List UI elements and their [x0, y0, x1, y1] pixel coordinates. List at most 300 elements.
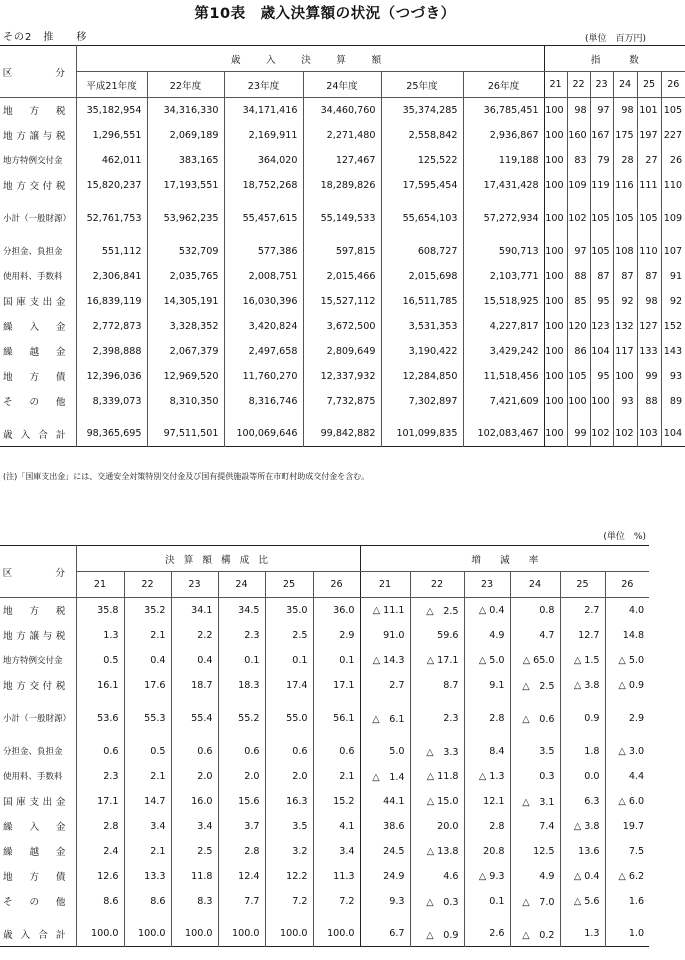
change-rate-cell: △ 13.8: [410, 839, 464, 864]
change-rate-cell: △ 6.1: [360, 706, 410, 731]
composition-cell: 3.7: [218, 814, 265, 839]
index-cell: 104: [590, 339, 613, 364]
composition-cell: 17.4: [265, 673, 313, 698]
index-cell: 108: [613, 239, 637, 264]
composition-cell: 0.4: [171, 648, 218, 673]
index-cell: 93: [613, 389, 637, 414]
change-rate-cell: △ 6.0: [605, 789, 649, 814]
spacer-cell: [410, 698, 464, 706]
index-cell: 175: [613, 123, 637, 148]
change-rate-cell: 3.5: [510, 739, 560, 764]
composition-cell: 2.8: [76, 814, 124, 839]
table-row: [0, 314, 685, 339]
spacer-cell: [605, 698, 649, 706]
index-cell: 116: [613, 173, 637, 198]
row-label: 国庫支出金: [3, 797, 66, 808]
composition-cell: 56.1: [313, 706, 360, 731]
composition-cell: 15.2: [313, 789, 360, 814]
composition-cell: 34.1: [171, 598, 218, 623]
amount-cell: 100,069,646: [224, 422, 303, 447]
row-label: 分担金、負担金: [3, 247, 63, 257]
amount-cell: 35,374,285: [381, 98, 463, 123]
year-header: 26: [605, 572, 649, 598]
index-cell: 97: [590, 98, 613, 123]
table1-unit: (単位 百万円): [584, 34, 646, 44]
year-header: 23: [464, 572, 510, 598]
amount-cell: 14,305,191: [147, 289, 224, 314]
composition-cell: 55.2: [218, 706, 265, 731]
index-cell: 103: [637, 422, 661, 447]
index-cell: 99: [567, 422, 590, 447]
spacer-cell: [360, 914, 410, 922]
index-year-header: 21: [544, 72, 567, 98]
spacer-cell: [567, 231, 590, 239]
change-rate-cell: 4.0: [605, 598, 649, 623]
amount-cell: 462,011: [76, 148, 147, 173]
composition-cell: 8.6: [76, 889, 124, 914]
composition-cell: 36.0: [313, 598, 360, 623]
index-year-header: 24: [613, 72, 637, 98]
amount-cell: 55,149,533: [303, 206, 381, 231]
change-rate-cell: 1.6: [605, 889, 649, 914]
index-cell: 79: [590, 148, 613, 173]
category-header: 区 分: [0, 46, 76, 98]
spacer-cell: [567, 414, 590, 422]
amount-cell: 608,727: [381, 239, 463, 264]
change-rate-cell: △ 14.3: [360, 648, 410, 673]
year-header: 24: [218, 572, 265, 598]
table-row: [0, 814, 649, 839]
composition-cell: 0.6: [313, 739, 360, 764]
spacer-cell: [0, 698, 76, 706]
row-label: 小計（一般財源）: [3, 214, 72, 224]
composition-cell: 7.7: [218, 889, 265, 914]
amount-cell: 18,752,268: [224, 173, 303, 198]
spacer-cell: [76, 231, 147, 239]
composition-cell: 0.6: [171, 739, 218, 764]
amount-cell: 18,289,826: [303, 173, 381, 198]
amount-cell: 3,672,500: [303, 314, 381, 339]
category-header: 区 分: [0, 546, 76, 598]
year-header: 26年度: [463, 72, 544, 98]
composition-cell: 16.3: [265, 789, 313, 814]
spacer-row: [0, 731, 649, 739]
composition-cell: 0.5: [76, 648, 124, 673]
change-rate-cell: 38.6: [360, 814, 410, 839]
amount-cell: 3,420,824: [224, 314, 303, 339]
change-rate-cell: 0.8: [510, 598, 560, 623]
change-rate-cell: 4.6: [410, 864, 464, 889]
amount-cell: 16,839,119: [76, 289, 147, 314]
amount-cell: 2,169,911: [224, 123, 303, 148]
row-label: 繰 入 金: [3, 322, 66, 333]
table-row: [0, 889, 649, 914]
index-cell: 91: [661, 264, 685, 289]
spacer-cell: [303, 198, 381, 206]
amount-cell: 364,020: [224, 148, 303, 173]
amount-cell: 16,511,785: [381, 289, 463, 314]
index-cell: 227: [661, 123, 685, 148]
amount-cell: 2,069,189: [147, 123, 224, 148]
spacer-cell: [613, 231, 637, 239]
change-rate-cell: △ 9.3: [464, 864, 510, 889]
index-cell: 100: [567, 389, 590, 414]
change-rate-cell: △ 1.5: [560, 648, 605, 673]
composition-cell: 2.0: [171, 764, 218, 789]
change-rate-cell: 8.4: [464, 739, 510, 764]
change-rate-cell: 13.6: [560, 839, 605, 864]
spacer-cell: [544, 198, 567, 206]
composition-cell: 2.0: [265, 764, 313, 789]
spacer-cell: [410, 731, 464, 739]
spacer-cell: [265, 698, 313, 706]
spacer-cell: [464, 731, 510, 739]
spacer-cell: [410, 914, 464, 922]
index-cell: 100: [544, 173, 567, 198]
amount-cell: 11,518,456: [463, 364, 544, 389]
composition-cell: 13.3: [124, 864, 171, 889]
composition-cell: 35.2: [124, 598, 171, 623]
amount-cell: 99,842,882: [303, 422, 381, 447]
amount-cell: 2,067,379: [147, 339, 224, 364]
amount-cell: 8,339,073: [76, 389, 147, 414]
composition-cell: 2.4: [76, 839, 124, 864]
index-cell: 133: [637, 339, 661, 364]
spacer-cell: [171, 914, 218, 922]
index-cell: 100: [544, 289, 567, 314]
amount-cell: 3,429,242: [463, 339, 544, 364]
composition-cell: 12.4: [218, 864, 265, 889]
row-label: 繰 越 金: [3, 847, 66, 858]
index-year-header: 23: [590, 72, 613, 98]
change-rate-cell: △ 11.8: [410, 764, 464, 789]
page-title: 第10表 歳入決算額の状況（つづき）: [194, 6, 456, 22]
composition-cell: 14.7: [124, 789, 171, 814]
index-cell: 97: [567, 239, 590, 264]
table2-unit: (単位 %): [603, 532, 646, 542]
amount-cell: 2,398,888: [76, 339, 147, 364]
spacer-cell: [76, 198, 147, 206]
spacer-cell: [0, 414, 76, 422]
spacer-cell: [661, 198, 685, 206]
index-cell: 100: [544, 364, 567, 389]
index-cell: 100: [613, 364, 637, 389]
amount-cell: 34,171,416: [224, 98, 303, 123]
index-cell: 119: [590, 173, 613, 198]
index-cell: 127: [637, 314, 661, 339]
year-header: 22: [410, 572, 464, 598]
spacer-cell: [303, 414, 381, 422]
spacer-cell: [661, 414, 685, 422]
composition-cell: 16.0: [171, 789, 218, 814]
index-cell: 104: [661, 422, 685, 447]
index-cell: 88: [637, 389, 661, 414]
index-cell: 105: [590, 239, 613, 264]
index-cell: 105: [567, 364, 590, 389]
index-cell: 93: [661, 364, 685, 389]
composition-cell: 55.3: [124, 706, 171, 731]
composition-group-header: 決 算 額 構 成 比: [76, 546, 360, 572]
amount-cell: 3,190,422: [381, 339, 463, 364]
index-cell: 197: [637, 123, 661, 148]
change-rate-cell: △ 0.6: [510, 706, 560, 731]
change-rate-cell: △ 0.9: [605, 673, 649, 698]
table-row: [0, 148, 685, 173]
table-row: [0, 98, 685, 123]
composition-cell: 35.8: [76, 598, 124, 623]
composition-cell: 53.6: [76, 706, 124, 731]
table-row: [0, 239, 685, 264]
spacer-cell: [463, 231, 544, 239]
spacer-cell: [613, 198, 637, 206]
amount-cell: 577,386: [224, 239, 303, 264]
composition-cell: 7.2: [265, 889, 313, 914]
row-label: 地方交付税: [3, 181, 66, 192]
index-cell: 100: [544, 389, 567, 414]
amount-cell: 52,761,753: [76, 206, 147, 231]
index-cell: 102: [590, 422, 613, 447]
spacer-cell: [124, 914, 171, 922]
table-row: [0, 598, 649, 623]
composition-cell: 2.2: [171, 623, 218, 648]
composition-cell: 17.6: [124, 673, 171, 698]
index-cell: 110: [637, 239, 661, 264]
amount-cell: 16,030,396: [224, 289, 303, 314]
index-cell: 26: [661, 148, 685, 173]
amount-cell: 2,809,649: [303, 339, 381, 364]
table-row: [0, 123, 685, 148]
table-row: [0, 673, 649, 698]
spacer-cell: [313, 731, 360, 739]
spacer-cell: [171, 698, 218, 706]
spacer-cell: [637, 414, 661, 422]
change-rate-cell: 0.1: [464, 889, 510, 914]
spacer-cell: [124, 731, 171, 739]
change-rate-cell: △ 17.1: [410, 648, 464, 673]
amount-cell: 597,815: [303, 239, 381, 264]
table-row: [0, 706, 649, 731]
amount-cell: 12,284,850: [381, 364, 463, 389]
row-label: 使用料、手数料: [3, 272, 63, 282]
row-label: 小計（一般財源）: [3, 714, 72, 724]
table-row: [0, 173, 685, 198]
amount-cell: 2,936,867: [463, 123, 544, 148]
row-label: 地 方 債: [3, 372, 66, 383]
spacer-cell: [661, 231, 685, 239]
composition-cell: 3.4: [124, 814, 171, 839]
change-rate-cell: 91.0: [360, 623, 410, 648]
change-rate-cell: 5.0: [360, 739, 410, 764]
amount-cell: 15,518,925: [463, 289, 544, 314]
change-rate-cell: 6.7: [360, 922, 410, 947]
table-row: [0, 289, 685, 314]
composition-cell: 15.6: [218, 789, 265, 814]
composition-cell: 8.6: [124, 889, 171, 914]
index-cell: 109: [567, 173, 590, 198]
year-header: 24: [510, 572, 560, 598]
index-cell: 123: [590, 314, 613, 339]
change-rate-cell: 2.6: [464, 922, 510, 947]
spacer-cell: [303, 231, 381, 239]
index-cell: 109: [661, 206, 685, 231]
spacer-cell: [510, 914, 560, 922]
spacer-cell: [0, 198, 76, 206]
amount-cell: 2,015,466: [303, 264, 381, 289]
change-rate-cell: 59.6: [410, 623, 464, 648]
table-row: [0, 764, 649, 789]
change-rate-cell: △ 5.0: [605, 648, 649, 673]
amount-cell: 2,772,873: [76, 314, 147, 339]
spacer-cell: [171, 731, 218, 739]
table-row: [0, 839, 649, 864]
table-row: [0, 206, 685, 231]
row-label: 地 方 税: [3, 106, 66, 118]
change-rate-cell: 24.9: [360, 864, 410, 889]
composition-cell: 3.2: [265, 839, 313, 864]
composition-cell: 100.0: [313, 922, 360, 947]
row-label: 地方特例交付金: [3, 656, 63, 666]
change-rate-cell: 1.8: [560, 739, 605, 764]
row-label: 歳入合計: [3, 929, 66, 941]
change-rate-cell: △ 2.5: [510, 673, 560, 698]
index-cell: 98: [637, 289, 661, 314]
composition-cell: 0.6: [265, 739, 313, 764]
composition-cell: 2.1: [124, 839, 171, 864]
spacer-cell: [567, 198, 590, 206]
revenue-composition-table: [0, 545, 649, 947]
spacer-cell: [313, 914, 360, 922]
change-rate-cell: 19.7: [605, 814, 649, 839]
composition-cell: 11.8: [171, 864, 218, 889]
spacer-cell: [0, 231, 76, 239]
spacer-cell: [510, 698, 560, 706]
spacer-cell: [218, 698, 265, 706]
amount-cell: 102,083,467: [463, 422, 544, 447]
index-cell: 98: [567, 98, 590, 123]
index-cell: 120: [567, 314, 590, 339]
change-rate-cell: 12.1: [464, 789, 510, 814]
composition-cell: 0.1: [218, 648, 265, 673]
change-rate-cell: 20.0: [410, 814, 464, 839]
spacer-cell: [76, 414, 147, 422]
composition-cell: 100.0: [76, 922, 124, 947]
change-rate-cell: 4.9: [510, 864, 560, 889]
change-rate-cell: 9.3: [360, 889, 410, 914]
change-rate-cell: △ 1.4: [360, 764, 410, 789]
composition-cell: 100.0: [124, 922, 171, 947]
index-cell: 105: [590, 206, 613, 231]
index-year-header: 22: [567, 72, 590, 98]
year-header: 25: [560, 572, 605, 598]
spacer-cell: [224, 231, 303, 239]
change-rate-cell: 1.3: [560, 922, 605, 947]
row-label: そ の 他: [3, 897, 66, 908]
index-year-header: 25: [637, 72, 661, 98]
index-cell: 86: [567, 339, 590, 364]
spacer-row: [0, 914, 649, 922]
index-cell: 105: [613, 206, 637, 231]
amount-cell: 97,511,501: [147, 422, 224, 447]
index-group-header: 指 数: [544, 46, 685, 72]
table-row: [0, 789, 649, 814]
composition-cell: 0.4: [124, 648, 171, 673]
row-label: 地 方 税: [3, 606, 66, 618]
change-rate-cell: 0.0: [560, 764, 605, 789]
year-header: 23: [171, 572, 218, 598]
spacer-cell: [510, 731, 560, 739]
amount-cell: 53,962,235: [147, 206, 224, 231]
composition-cell: 18.3: [218, 673, 265, 698]
spacer-cell: [381, 414, 463, 422]
spacer-row: [0, 198, 685, 206]
amount-cell: 7,421,609: [463, 389, 544, 414]
change-rate-cell: 2.7: [560, 598, 605, 623]
composition-cell: 12.2: [265, 864, 313, 889]
index-cell: 100: [544, 148, 567, 173]
amount-cell: 8,310,350: [147, 389, 224, 414]
spacer-cell: [590, 198, 613, 206]
composition-cell: 2.1: [124, 764, 171, 789]
change-rate-cell: △ 5.0: [464, 648, 510, 673]
change-rate-cell: △ 11.1: [360, 598, 410, 623]
amount-cell: 2,558,842: [381, 123, 463, 148]
change-rate-cell: △ 3.1: [510, 789, 560, 814]
amount-cell: 125,522: [381, 148, 463, 173]
table-row: [0, 623, 649, 648]
change-rate-cell: 2.7: [360, 673, 410, 698]
change-rate-cell: △ 2.5: [410, 598, 464, 623]
index-year-header: 26: [661, 72, 685, 98]
composition-cell: 100.0: [265, 922, 313, 947]
composition-cell: 0.6: [218, 739, 265, 764]
index-cell: 100: [544, 339, 567, 364]
year-header: 平成21年度: [76, 72, 147, 98]
amount-cell: 36,785,451: [463, 98, 544, 123]
amount-cell: 4,227,817: [463, 314, 544, 339]
row-label: そ の 他: [3, 397, 66, 408]
index-cell: 92: [661, 289, 685, 314]
spacer-cell: [218, 914, 265, 922]
amount-cell: 101,099,835: [381, 422, 463, 447]
spacer-cell: [464, 914, 510, 922]
table-row: [0, 422, 685, 447]
amount-cell: 1,296,551: [76, 123, 147, 148]
row-label: 国庫支出金: [3, 297, 66, 308]
spacer-cell: [544, 231, 567, 239]
change-rate-cell: △ 3.8: [560, 673, 605, 698]
spacer-row: [0, 414, 685, 422]
change-rate-cell: △ 65.0: [510, 648, 560, 673]
section-subtitle: その2 推 移: [3, 32, 88, 43]
change-rate-cell: △ 3.3: [410, 739, 464, 764]
amount-cell: 3,328,352: [147, 314, 224, 339]
change-rate-cell: △ 0.4: [464, 598, 510, 623]
composition-cell: 2.0: [218, 764, 265, 789]
year-header: 25: [265, 572, 313, 598]
index-cell: 100: [544, 314, 567, 339]
table1-year-header-row: [0, 72, 685, 98]
composition-cell: 4.1: [313, 814, 360, 839]
change-rate-cell: △ 5.6: [560, 889, 605, 914]
composition-cell: 3.5: [265, 814, 313, 839]
index-cell: 102: [613, 422, 637, 447]
row-label: 地方譲与税: [3, 631, 66, 642]
row-label: 地方譲与税: [3, 131, 66, 142]
year-header: 21: [76, 572, 124, 598]
composition-cell: 2.5: [265, 623, 313, 648]
index-cell: 92: [613, 289, 637, 314]
table-row: [0, 264, 685, 289]
